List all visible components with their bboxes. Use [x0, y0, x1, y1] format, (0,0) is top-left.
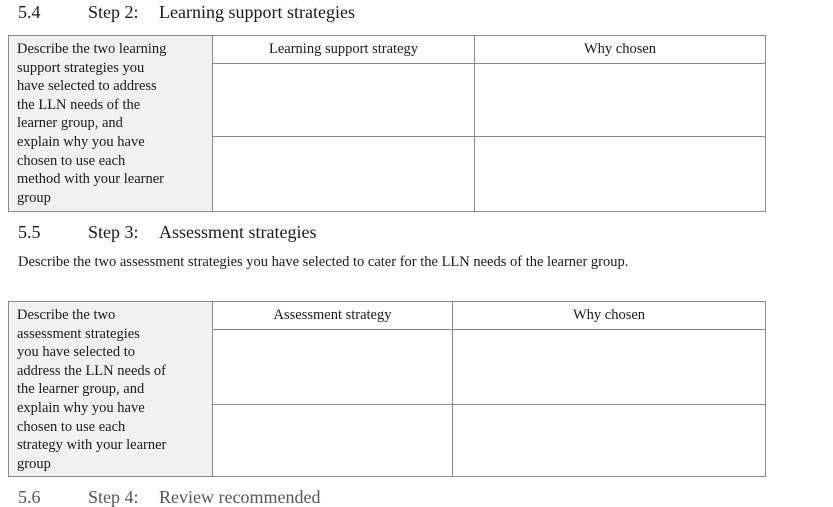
column-header-learning-support-strategy: Learning support strategy [213, 36, 475, 64]
column-header-assessment-strategy: Assessment strategy [213, 302, 453, 330]
why-chosen-1-cell[interactable] [475, 64, 766, 137]
assessment-strategy-1-cell[interactable] [213, 330, 453, 405]
assessment-strategy-2-cell[interactable] [213, 405, 453, 477]
assessment-why-chosen-2-cell[interactable] [453, 405, 766, 477]
section-title: Assessment strategies [159, 222, 317, 242]
section-5-4-heading [18, 2, 518, 24]
strategy-1-cell[interactable] [213, 64, 475, 137]
section-step: Step 4: [88, 487, 139, 507]
section-number: 5.6 [18, 487, 41, 507]
section-5-6-heading-cutoff [6, 486, 766, 507]
assessment-why-chosen-1-cell[interactable] [453, 330, 766, 405]
assessment-description: Describe the two assessment strategies you have selected to address the LLN needs of the learner group, and explain why you have chosen to use each strategy with your learner group [9, 302, 213, 477]
section-number: 5.4 [18, 2, 41, 22]
section-title: Learning support strategies [159, 2, 355, 22]
section-number: 5.5 [18, 222, 41, 242]
strategy-2-cell[interactable] [213, 137, 475, 212]
section-step: Step 3: [88, 222, 139, 242]
why-chosen-2-cell[interactable] [475, 137, 766, 212]
section-title: Review recommended [159, 487, 321, 507]
column-header-why-chosen: Why chosen [475, 36, 766, 64]
section-step: Step 2: [88, 2, 139, 22]
learning-support-table [8, 35, 766, 212]
column-header-why-chosen: Why chosen [453, 302, 766, 330]
section-5-5-heading [18, 222, 518, 244]
assessment-strategies-table [8, 301, 766, 477]
section-intro-text: Describe the two assessment strategies you have selected to cater for the LLN needs of the learner group. [18, 254, 629, 270]
learning-support-description: Describe the two learning support strategies you have selected to address the LLN needs of the learner group, and explain why you have chosen to use each method with your learner group [9, 36, 213, 212]
